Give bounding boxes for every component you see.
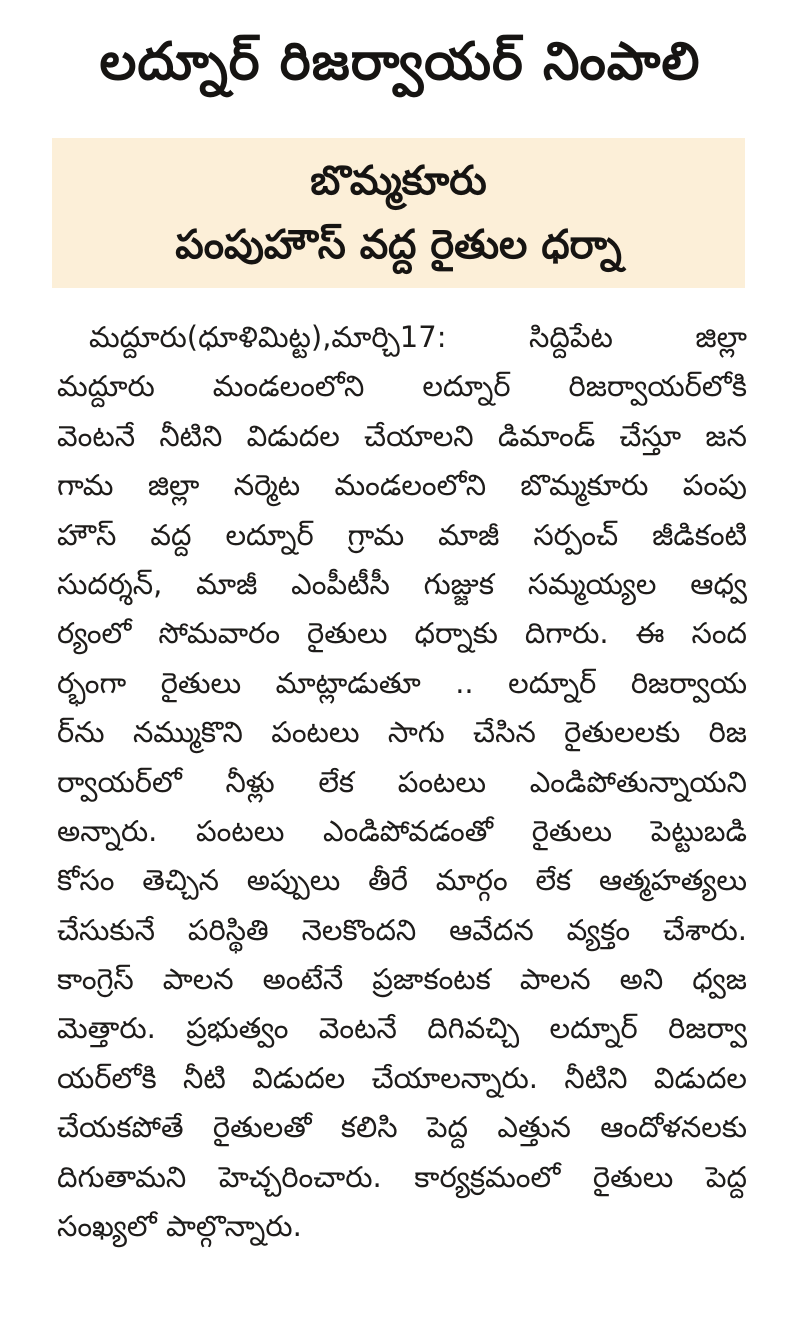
body-line: యర్‌లోకి నీటి విడుదల చేయాలన్నారు. నీటిని విడుదల: [57, 1060, 747, 1095]
body-line: చేసుకునే పరిస్థితి నెలకొందని ఆవేదన వ్యక్తం చేశారు.: [57, 912, 747, 947]
body-line: చేయకపోతే రైతులతో కలిసి పెద్ద ఎత్తున ఆందోళనలకు: [57, 1110, 747, 1145]
body-line: దిగుతామని హెచ్చరించారు. కార్యక్రమంలో రైతులు పెద్ద: [57, 1159, 747, 1194]
body-line: కోసం తెచ్చిన అప్పులు తీరే మార్గం లేక ఆత్మహత్యలు: [57, 863, 747, 898]
headline: లద్నూర్ రిజర్వాయర్ నింపాలి: [99, 31, 701, 92]
body-line: మద్దూరు(ధూళిమిట్ట),మార్చి17: సిద్దిపేట జిల్లా: [89, 320, 747, 354]
body-line: సంఖ్యలో పాల్గొన్నారు.: [57, 1209, 302, 1244]
subheadline-box: [52, 138, 745, 288]
body-line: గామ జిల్లా నర్మెట మండలంలోని బొమ్మకూరు పంపు: [57, 468, 747, 503]
body-line: హౌస్ వద్ద లద్నూర్ గ్రామ మాజీ సర్పంచ్ జీడికంటి: [57, 517, 747, 552]
body-line: మెత్తారు. ప్రభుత్వం వెంటనే దిగివచ్చి లద్నూర్ రిజర్వా: [57, 1011, 747, 1046]
body-line: ర్యంలో సోమవారం రైతులు ధర్నాకు దిగారు. ఈ సంద: [57, 616, 747, 651]
body-line: మద్దూరు మండలంలోని లద్నూర్ రిజర్వాయర్‌లోకి: [57, 369, 747, 404]
body-line: కాంగ్రెస్ పాలన అంటేనే ప్రజాకంటక పాలన అని ధ్వజ: [57, 962, 747, 997]
body-line: ర్వాయర్‌లో నీళ్లు లేక పంటలు ఎండిపోతున్నాయని: [57, 764, 747, 799]
subheadline-line-1: బొమ్మకూరు: [310, 158, 487, 204]
subheadline-line-2: పంపుహౌస్ వద్ద రైతుల ధర్నా: [175, 222, 622, 268]
body-line: ర్భంగా రైతులు మాట్లాడుతూ .. లద్నూర్ రిజర్వాయ: [57, 665, 747, 700]
body-line: అన్నారు. పంటలు ఎండిపోవడంతో రైతులు పెట్టుబడి: [57, 813, 747, 848]
body-line: ర్‌ను నమ్ముకొని పంటలు సాగు చేసిన రైతులలకు రిజ: [57, 715, 747, 750]
body-line: సుదర్శన్, మాజీ ఎంపీటీసీ గుజ్జుక సమ్మయ్యల ఆధ్వ: [57, 566, 747, 601]
article-body: [57, 313, 747, 1251]
body-line: వెంటనే నీటిని విడుదల చేయాలని డిమాండ్ చేస్తూ జన: [57, 418, 747, 453]
